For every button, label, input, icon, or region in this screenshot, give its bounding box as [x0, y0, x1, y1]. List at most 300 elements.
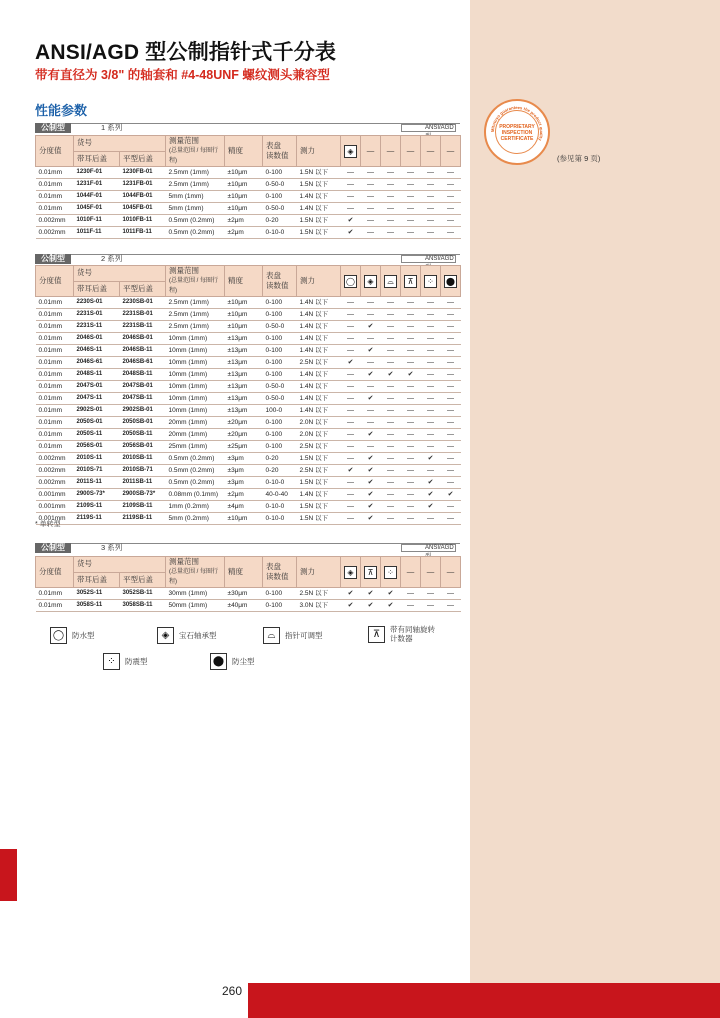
- col-header-range: [166, 266, 225, 297]
- seal-center-text: PROPRIETARY INSPECTION CERTIFICATE: [499, 124, 535, 142]
- feature-mark: —: [361, 405, 381, 417]
- table-cell: 2050SB-01: [120, 417, 166, 429]
- table-cell: 1.4N 以下: [297, 369, 341, 381]
- table-cell: 1231FB-01: [120, 179, 166, 191]
- feature-mark: —: [341, 191, 361, 203]
- table-row: [36, 321, 461, 333]
- table-cell: 1.4N 以下: [297, 309, 341, 321]
- table-row: [36, 465, 461, 477]
- table-cell: 0.01mm: [36, 381, 74, 393]
- side-red-tab: [0, 849, 17, 901]
- series-3-table: [35, 556, 461, 612]
- col-header-code-lug: 带耳后盖: [74, 281, 120, 297]
- table-row: [36, 345, 461, 357]
- feature-mark: —: [421, 369, 441, 381]
- feature-mark: —: [401, 167, 421, 179]
- feature-mark: ✔: [421, 501, 441, 513]
- feature-mark: ✔: [361, 369, 381, 381]
- table-cell: 3058S-11: [74, 600, 120, 612]
- feature-mark: ✔: [361, 600, 381, 612]
- feature-mark: ✔: [361, 513, 381, 525]
- feature-mark: —: [361, 417, 381, 429]
- table-cell: 0-100: [263, 369, 297, 381]
- table-cell: 0-100: [263, 441, 297, 453]
- dustproof-icon: ⬤: [210, 653, 227, 670]
- feature-mark: —: [381, 297, 401, 309]
- table-cell: 2.0N 以下: [297, 429, 341, 441]
- table-cell: 2047S-01: [74, 381, 120, 393]
- col-header-graduation: 分度值: [36, 136, 74, 167]
- table-cell: 2046SB-61: [120, 357, 166, 369]
- table-cell: ±10μm: [225, 203, 263, 215]
- table-cell: ±13μm: [225, 369, 263, 381]
- feature-mark: —: [401, 429, 421, 441]
- table-cell: 0.5mm (0.2mm): [166, 453, 225, 465]
- table-cell: 2010SB-71: [120, 465, 166, 477]
- table-cell: 0-100: [263, 600, 297, 612]
- feature-mark: ✔: [341, 465, 361, 477]
- dial-label: 表盘: [266, 141, 281, 150]
- feature-mark: —: [361, 215, 381, 227]
- table-cell: 0-10-0: [263, 477, 297, 489]
- series-3-tag: 公制型: [35, 543, 71, 553]
- feature-mark: —: [341, 453, 361, 465]
- feature-mark: —: [421, 345, 441, 357]
- table-cell: 0.01mm: [36, 321, 74, 333]
- table-cell: 1.5N 以下: [297, 227, 341, 239]
- table-cell: 0-10-0: [263, 227, 297, 239]
- page-title: ANSI/AGD 型公制指针式千分表: [35, 41, 337, 64]
- series-1-tag: 公制型: [35, 123, 71, 133]
- feature-mark: —: [341, 369, 361, 381]
- feature-mark: ✔: [361, 588, 381, 600]
- feature-mark: —: [381, 513, 401, 525]
- feature-mark: —: [421, 417, 441, 429]
- col-header-code-flat: 平型后盖: [120, 572, 166, 588]
- col-header-accuracy: 精度: [225, 266, 263, 297]
- feature-mark: ✔: [341, 227, 361, 239]
- feature-mark: —: [401, 489, 421, 501]
- table-cell: 2056S-01: [74, 441, 120, 453]
- table-cell: 0.002mm: [36, 453, 74, 465]
- feature-mark: —: [341, 345, 361, 357]
- table-cell: 0-10-0: [263, 501, 297, 513]
- series-2-tag: 公制型: [35, 254, 71, 264]
- table-cell: 2.5mm (1mm): [166, 309, 225, 321]
- table-cell: ±25μm: [225, 441, 263, 453]
- table-cell: 3052S-11: [74, 588, 120, 600]
- table-row: [36, 357, 461, 369]
- table-cell: 0.5mm (0.2mm): [166, 465, 225, 477]
- feature-mark: —: [441, 429, 461, 441]
- table-cell: ±20μm: [225, 429, 263, 441]
- table-cell: 100-0: [263, 405, 297, 417]
- gem-icon: ◈: [344, 145, 357, 158]
- legend-label: 宝石轴承型: [179, 631, 217, 640]
- feature-mark: —: [381, 465, 401, 477]
- table-cell: 2902SB-01: [120, 405, 166, 417]
- feature-mark: —: [421, 167, 441, 179]
- table-cell: 0-50-0: [263, 393, 297, 405]
- table-cell: 0.001mm: [36, 513, 74, 525]
- table-cell: 2.0N 以下: [297, 417, 341, 429]
- feature-mark: ✔: [341, 588, 361, 600]
- table-row: [36, 441, 461, 453]
- feature-mark: —: [361, 167, 381, 179]
- table-cell: ±3μm: [225, 477, 263, 489]
- feature-mark: ✔: [361, 429, 381, 441]
- table-row: [36, 333, 461, 345]
- feature-mark: —: [361, 441, 381, 453]
- table-cell: 2046S-61: [74, 357, 120, 369]
- table-cell: 0.01mm: [36, 345, 74, 357]
- table-cell: 2056SB-01: [120, 441, 166, 453]
- feature-mark: ✔: [361, 321, 381, 333]
- section-heading: 性能参数: [35, 103, 88, 118]
- table-cell: 0-10-0: [263, 513, 297, 525]
- table-cell: 1044FB-01: [120, 191, 166, 203]
- table-cell: 0.01mm: [36, 441, 74, 453]
- table-cell: 40-0-40: [263, 489, 297, 501]
- feature-mark: —: [361, 179, 381, 191]
- table-cell: 2.5mm (1mm): [166, 179, 225, 191]
- feature-mark: —: [421, 441, 441, 453]
- feature-mark: ✔: [361, 477, 381, 489]
- table-cell: 1.4N 以下: [297, 381, 341, 393]
- dial-label: 表盘: [266, 271, 281, 280]
- table-cell: 5mm (1mm): [166, 191, 225, 203]
- table-cell: 10mm (1mm): [166, 393, 225, 405]
- series-1-standard: ANSI/AGD: [425, 125, 454, 131]
- table-cell: 0-100: [263, 333, 297, 345]
- feature-mark: —: [441, 297, 461, 309]
- shockproof-icon: ⁘: [424, 275, 437, 288]
- feature-mark: —: [361, 357, 381, 369]
- table-cell: 0-50-0: [263, 321, 297, 333]
- gem-icon: ◈: [364, 275, 377, 288]
- table-cell: 0-50-0: [263, 381, 297, 393]
- table-row: [36, 405, 461, 417]
- series-3-bar: [35, 543, 460, 553]
- col-header-dial: [263, 136, 297, 167]
- feature-mark: —: [341, 393, 361, 405]
- table-cell: 2047SB-11: [120, 393, 166, 405]
- table-row: [36, 215, 461, 227]
- table-cell: 1.4N 以下: [297, 191, 341, 203]
- feature-mark: —: [401, 191, 421, 203]
- table-cell: 1.4N 以下: [297, 489, 341, 501]
- table-cell: 2109SB-11: [120, 501, 166, 513]
- col-header-gem-icon: [341, 557, 361, 588]
- feature-mark: —: [441, 465, 461, 477]
- table-cell: 1.4N 以下: [297, 203, 341, 215]
- table-cell: ±10μm: [225, 167, 263, 179]
- gem-icon: ◈: [344, 566, 357, 579]
- table-cell: 1230FB-01: [120, 167, 166, 179]
- table-cell: 10mm (1mm): [166, 405, 225, 417]
- table-cell: 0.5mm (0.2mm): [166, 215, 225, 227]
- table-cell: 2010S-11: [74, 453, 120, 465]
- table-cell: 1045F-01: [74, 203, 120, 215]
- legend-shockproof: [103, 653, 148, 670]
- table-cell: 0.01mm: [36, 600, 74, 612]
- feature-mark: —: [401, 465, 421, 477]
- table-cell: 1.5N 以下: [297, 215, 341, 227]
- feature-mark: —: [401, 600, 421, 612]
- table-cell: 0.08mm (0.1mm): [166, 489, 225, 501]
- table-cell: 1045FB-01: [120, 203, 166, 215]
- table-cell: 0.01mm: [36, 203, 74, 215]
- feature-mark: —: [441, 393, 461, 405]
- col-header-code-flat: 平型后盖: [120, 151, 166, 167]
- feature-mark: —: [361, 191, 381, 203]
- table-cell: ±13μm: [225, 381, 263, 393]
- feature-mark: —: [421, 333, 441, 345]
- table-cell: 2.5mm (1mm): [166, 321, 225, 333]
- table-cell: 0-20: [263, 453, 297, 465]
- range-label: 测量范围: [169, 136, 199, 145]
- feature-mark: —: [441, 441, 461, 453]
- dial-label: 表盘: [266, 562, 281, 571]
- table-cell: 1.5N 以下: [297, 477, 341, 489]
- table-cell: 30mm (1mm): [166, 588, 225, 600]
- shockproof-icon: ⁘: [384, 566, 397, 579]
- feature-mark: ✔: [361, 393, 381, 405]
- table-cell: 1011FB-11: [120, 227, 166, 239]
- series-1-bar: [35, 123, 460, 133]
- feature-mark: —: [421, 203, 441, 215]
- table-row: [36, 513, 461, 525]
- feature-mark: —: [361, 227, 381, 239]
- feature-mark: —: [401, 203, 421, 215]
- col-header-empty: —: [421, 557, 441, 588]
- table-row: [36, 393, 461, 405]
- feature-mark: —: [421, 179, 441, 191]
- table-cell: 1.5N 以下: [297, 501, 341, 513]
- table-cell: 20mm (1mm): [166, 429, 225, 441]
- table-cell: ±40μm: [225, 600, 263, 612]
- feature-mark: —: [401, 333, 421, 345]
- feature-mark: —: [341, 405, 361, 417]
- feature-mark: —: [401, 417, 421, 429]
- table-cell: ±13μm: [225, 345, 263, 357]
- feature-mark: —: [421, 393, 441, 405]
- feature-mark: ✔: [361, 453, 381, 465]
- table-cell: ±2μm: [225, 489, 263, 501]
- table-cell: 1.5N 以下: [297, 513, 341, 525]
- feature-mark: —: [361, 203, 381, 215]
- feature-mark: —: [381, 453, 401, 465]
- table-cell: 2046SB-11: [120, 345, 166, 357]
- table-cell: ±3μm: [225, 453, 263, 465]
- col-header-accuracy: 精度: [225, 136, 263, 167]
- table-row: [36, 417, 461, 429]
- table-cell: 1.4N 以下: [297, 321, 341, 333]
- table-cell: 0.01mm: [36, 405, 74, 417]
- dial-sub-label: 读数值: [266, 151, 289, 160]
- feature-mark: —: [401, 215, 421, 227]
- table-cell: 0.5mm (0.2mm): [166, 477, 225, 489]
- table-cell: 2050S-11: [74, 429, 120, 441]
- table-cell: 0-100: [263, 345, 297, 357]
- col-header-dustproof-icon: [441, 266, 461, 297]
- table-cell: ±10μm: [225, 297, 263, 309]
- table-cell: 2900S-73*: [74, 489, 120, 501]
- table-cell: 1011F-11: [74, 227, 120, 239]
- feature-mark: —: [381, 489, 401, 501]
- feature-mark: —: [361, 333, 381, 345]
- waterproof-icon: ◯: [344, 275, 357, 288]
- table-cell: 0.5mm (0.2mm): [166, 227, 225, 239]
- table-cell: 2011S-11: [74, 477, 120, 489]
- table-cell: 1.5N 以下: [297, 179, 341, 191]
- table-row: [36, 600, 461, 612]
- table-cell: 2119S-11: [74, 513, 120, 525]
- feature-mark: ✔: [381, 600, 401, 612]
- feature-mark: —: [381, 477, 401, 489]
- feature-mark: —: [381, 405, 401, 417]
- col-header-code: 货号: [74, 266, 166, 282]
- feature-mark: —: [401, 321, 421, 333]
- feature-mark: —: [401, 441, 421, 453]
- table-cell: 10mm (1mm): [166, 381, 225, 393]
- table-cell: 0.001mm: [36, 489, 74, 501]
- table-row: [36, 477, 461, 489]
- series-3-standard: ANSI/AGD: [425, 545, 454, 551]
- table-cell: 0.01mm: [36, 417, 74, 429]
- feature-mark: —: [341, 309, 361, 321]
- table-cell: 0.002mm: [36, 227, 74, 239]
- table-cell: 1.4N 以下: [297, 345, 341, 357]
- table-cell: 0.002mm: [36, 465, 74, 477]
- feature-mark: —: [421, 321, 441, 333]
- feature-mark: —: [401, 345, 421, 357]
- feature-mark: —: [381, 381, 401, 393]
- table-cell: 0.01mm: [36, 167, 74, 179]
- table-cell: 10mm (1mm): [166, 369, 225, 381]
- table-cell: 2119SB-11: [120, 513, 166, 525]
- table-cell: 1231F-01: [74, 179, 120, 191]
- col-header-gem-icon: [341, 136, 361, 167]
- table-cell: 2230SB-01: [120, 297, 166, 309]
- table-cell: 2.5N 以下: [297, 357, 341, 369]
- table-cell: 1044F-01: [74, 191, 120, 203]
- table-cell: 2010SB-11: [120, 453, 166, 465]
- table-cell: 2047SB-01: [120, 381, 166, 393]
- range-sub-label: (总量范围 / 每圈行程): [169, 278, 218, 294]
- col-header-empty: —: [361, 136, 381, 167]
- col-header-revolution-counter-icon: [361, 557, 381, 588]
- feature-mark: —: [341, 179, 361, 191]
- table-cell: 2046S-11: [74, 345, 120, 357]
- col-header-dial: [263, 266, 297, 297]
- table-cell: 1010FB-11: [120, 215, 166, 227]
- table-cell: 0.01mm: [36, 429, 74, 441]
- feature-mark: ✔: [361, 465, 381, 477]
- table-cell: 0.01mm: [36, 588, 74, 600]
- feature-mark: —: [401, 393, 421, 405]
- table-cell: 0.01mm: [36, 333, 74, 345]
- legend-label: 指针可调型: [285, 631, 323, 640]
- col-header-force: 测力: [297, 557, 341, 588]
- table-row: [36, 489, 461, 501]
- feature-mark: —: [381, 357, 401, 369]
- col-header-empty: —: [441, 557, 461, 588]
- feature-mark: —: [381, 179, 401, 191]
- feature-mark: —: [441, 203, 461, 215]
- series-1-label: 1 系列: [101, 123, 123, 132]
- col-header-code: 货号: [74, 557, 166, 573]
- legend-revolution-counter: [368, 625, 458, 643]
- shockproof-icon: ⁘: [103, 653, 120, 670]
- table-cell: 5mm (0.2mm): [166, 513, 225, 525]
- feature-mark: —: [421, 465, 441, 477]
- reference-note: (参见第 9 页): [557, 154, 601, 163]
- feature-mark: ✔: [361, 345, 381, 357]
- table-cell: 50mm (1mm): [166, 600, 225, 612]
- table-cell: 1.4N 以下: [297, 297, 341, 309]
- certificate-seal: [484, 99, 550, 165]
- table-cell: 2231S-11: [74, 321, 120, 333]
- feature-mark: —: [401, 513, 421, 525]
- footnote-single-turn: * 单转型: [35, 521, 61, 528]
- col-header-force: 测力: [297, 136, 341, 167]
- table-row: [36, 297, 461, 309]
- feature-mark: —: [421, 513, 441, 525]
- feature-mark: —: [381, 191, 401, 203]
- waterproof-icon: ◯: [50, 627, 67, 644]
- table-cell: 0-100: [263, 309, 297, 321]
- legend-label: 防水型: [72, 631, 95, 640]
- feature-mark: —: [441, 309, 461, 321]
- range-label: 测量范围: [169, 266, 199, 275]
- col-header-empty: —: [381, 136, 401, 167]
- table-cell: 1.5N 以下: [297, 167, 341, 179]
- feature-mark: ✔: [341, 215, 361, 227]
- feature-mark: —: [341, 321, 361, 333]
- feature-mark: —: [381, 417, 401, 429]
- range-sub-label: (总量范围 / 每圈行程): [169, 148, 218, 164]
- feature-mark: ✔: [381, 588, 401, 600]
- feature-mark: —: [341, 441, 361, 453]
- series-3-label: 3 系列: [101, 543, 123, 552]
- table-cell: 1.4N 以下: [297, 405, 341, 417]
- table-cell: 0.01mm: [36, 297, 74, 309]
- table-cell: 25mm (1mm): [166, 441, 225, 453]
- feature-mark: —: [381, 393, 401, 405]
- table-cell: ±10μm: [225, 513, 263, 525]
- feature-mark: —: [441, 227, 461, 239]
- table-cell: 1.4N 以下: [297, 393, 341, 405]
- table-cell: 2.5mm (1mm): [166, 167, 225, 179]
- revolution-counter-icon: ⊼: [364, 566, 377, 579]
- table-cell: 2046S-01: [74, 333, 120, 345]
- table-cell: 0-100: [263, 588, 297, 600]
- table-row: [36, 429, 461, 441]
- col-header-graduation: 分度值: [36, 557, 74, 588]
- feature-mark: —: [441, 191, 461, 203]
- feature-mark: —: [341, 167, 361, 179]
- feature-mark: —: [421, 405, 441, 417]
- col-header-code: 货号: [74, 136, 166, 152]
- table-cell: ±10μm: [225, 309, 263, 321]
- feature-mark: —: [441, 417, 461, 429]
- feature-mark: —: [381, 227, 401, 239]
- feature-mark: —: [421, 309, 441, 321]
- feature-mark: —: [381, 215, 401, 227]
- series-1-table: [35, 135, 461, 239]
- series-2-label: 2 系列: [101, 254, 123, 263]
